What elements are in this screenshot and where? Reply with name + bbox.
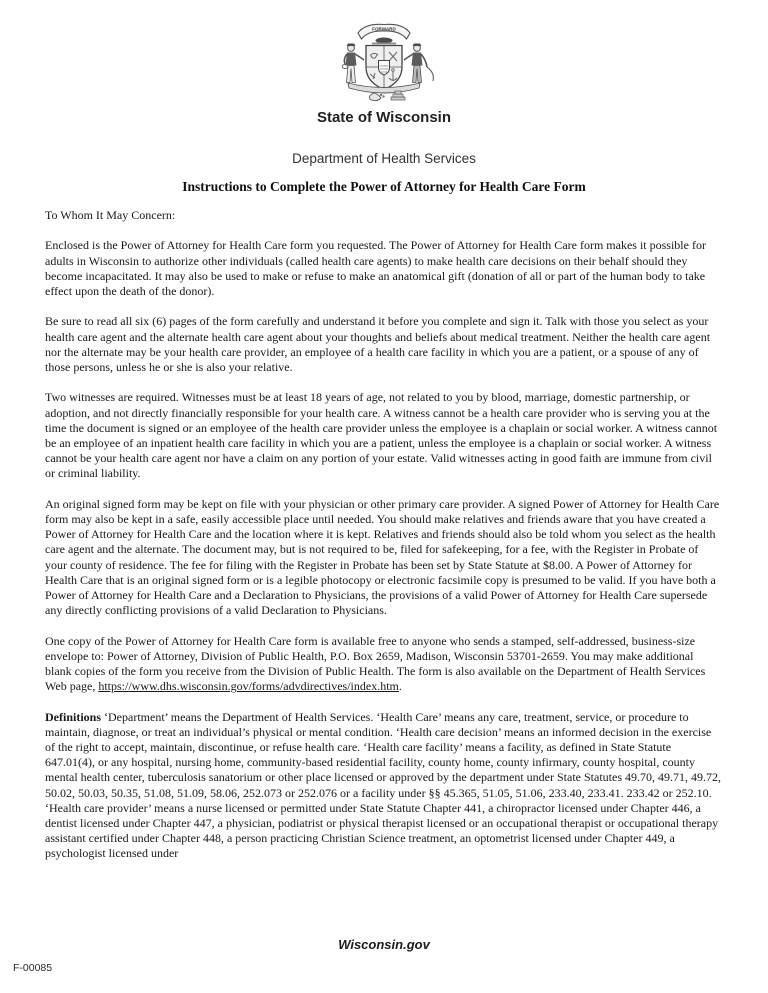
salutation: To Whom It May Concern: xyxy=(45,208,176,222)
document-header xyxy=(0,0,768,195)
definitions-text: ‘Department’ means the Department of Health Services. ‘Health Care’ means any care, treatment, service, or procedure to maintain, diagnose, or treat an individual’s physical or mental condition. ‘Health care decision’ means an informed decision in the exercise of the right to accept, maintain, discontinue, or refuse health care. ‘Health care facility’ means a facility, as defined in State Statute 647.01(4), or any hospital, nursing home, community-based residential facility, county home, county infirmary, county hospital, county mental health center, tuberculosis sanatorium or other place licensed or approved by the department under State Statutes 49.70, 49.71, 49.72, 50.02, 50.03, 50.35, 51.08, 51.09, 58.06, 252.073 or 252.076 or a facility under §§ 45.365, 51.05, 51.06, 233.40, 233.41. 233.42 or 252.10. ‘Health care provider’ means a nurse licensed or permitted under State Statute Chapter 441, a chiropractor licensed under Chapter 446, a dentist licensed under Chapter 447, a physician, podiatrist or physical therapist licensed or an occupational therapist or occupational therapy assistant certified under Chapter 448, a person practicing Christian Science treatment, an optometrist licensed under Chapter 449, a psychologist licensed under xyxy=(45,709,721,861)
availability-text-end: . xyxy=(398,679,402,694)
paragraph-enclosed-form: Enclosed is the Power of Attorney for Health Care form you requested. The Power of Attorney for Health Care form makes it possible for adults in Wisconsin to authorize other individuals (called health care agents) to make health care decisions on their behalf should they become incapacitated. It may also be used to make or refuse to make an anatomical gift (donation of all or part of the human body to take effect upon the death of the donor). xyxy=(45,238,706,298)
paragraph-form-availability xyxy=(45,634,723,695)
wisconsin-coat-of-arms-icon xyxy=(332,19,436,108)
department-name: Department of Health Services xyxy=(292,151,476,166)
paragraph-witnesses: Two witnesses are required. Witnesses must be at least 18 years of age, not related to you by blood, marriage, domestic partnership, or adoption, and not directly financially responsible for your health care. A witness cannot be a health care provider who is serving you at the time the document is signed or an employee of the health care provider unless the employee is a chaplain or social worker. A witness cannot be an employee of an inpatient health care facility in which you are a patient, unless the employee is a chaplain or social worker. A witness cannot be your health care agent nor have a claim on any portion of your estate. Valid witnesses acting in good faith are immune from civil or criminal liability. xyxy=(45,390,718,481)
wisconsin-gov-footer: Wisconsin.gov xyxy=(338,937,430,952)
paragraph-read-and-sign: Be sure to read all six (6) pages of the form carefully and understand it before you complete and sign it. Talk with those you select as your health care agent and the alternate health care agent about your thoughts and beliefs about medical treatment. Neither the health care agent nor the alternate may be your health care provider, an employee of a health care facility in which you are a patient, or a spouse of any of those persons, unless he or she is also your relative. xyxy=(45,314,711,374)
document-body xyxy=(45,208,723,862)
availability-text: One copy of the Power of Attorney for Health Care form is available free to anyone who sends a stamped, self-addressed, business-size envelope to: Power of Attorney, Division of Public Health, P.O. Box 2659, Madison, Wisconsin 53701-2659. You may make additional blank copies of the form you receive from the Division of Public Health. The form is also available on the Department of Health Services Web page, xyxy=(45,633,706,694)
page-title: Instructions to Complete the Power of Attorney for Health Care Form xyxy=(182,179,586,194)
seal-container xyxy=(0,19,768,108)
advdirectives-link[interactable]: https://www.dhs.wisconsin.gov/forms/advdirectives/index.htm xyxy=(98,679,399,694)
form-number: F-00085 xyxy=(13,962,53,974)
definitions-label: Definitions xyxy=(45,709,102,724)
paragraph-filing-and-validity: An original signed form may be kept on file with your physician or other primary care provider. A signed Power of Attorney for Health Care form may also be kept in a safe, easily accessible place until needed. You should make relatives and friends aware that you have created a Power of Attorney for Health Care and the location where it is kept. Relatives and friends should also be told whom you select as the health care agent and the alternate. The document may, but is not required to be, filed for safekeeping, for a fee, with the Register in Probate of your county of residence. The fee for filing with the Register in Probate has been set by State Statute at $8.00. A Power of Attorney for Health Care that is an original signed form or is a legible photocopy or electronic facsimile copy is presumed to be valid. If you have both a Power of Attorney for Health Care and a Declaration to Physicians, the provisions of a valid Power of Attorney for Health Care supersede any directly conflicting provisions of a valid Declaration to Physicians. xyxy=(45,496,720,618)
seal-motto: FORWARD xyxy=(372,26,396,32)
paragraph-definitions xyxy=(45,710,723,862)
state-name: State of Wisconsin xyxy=(316,109,452,126)
